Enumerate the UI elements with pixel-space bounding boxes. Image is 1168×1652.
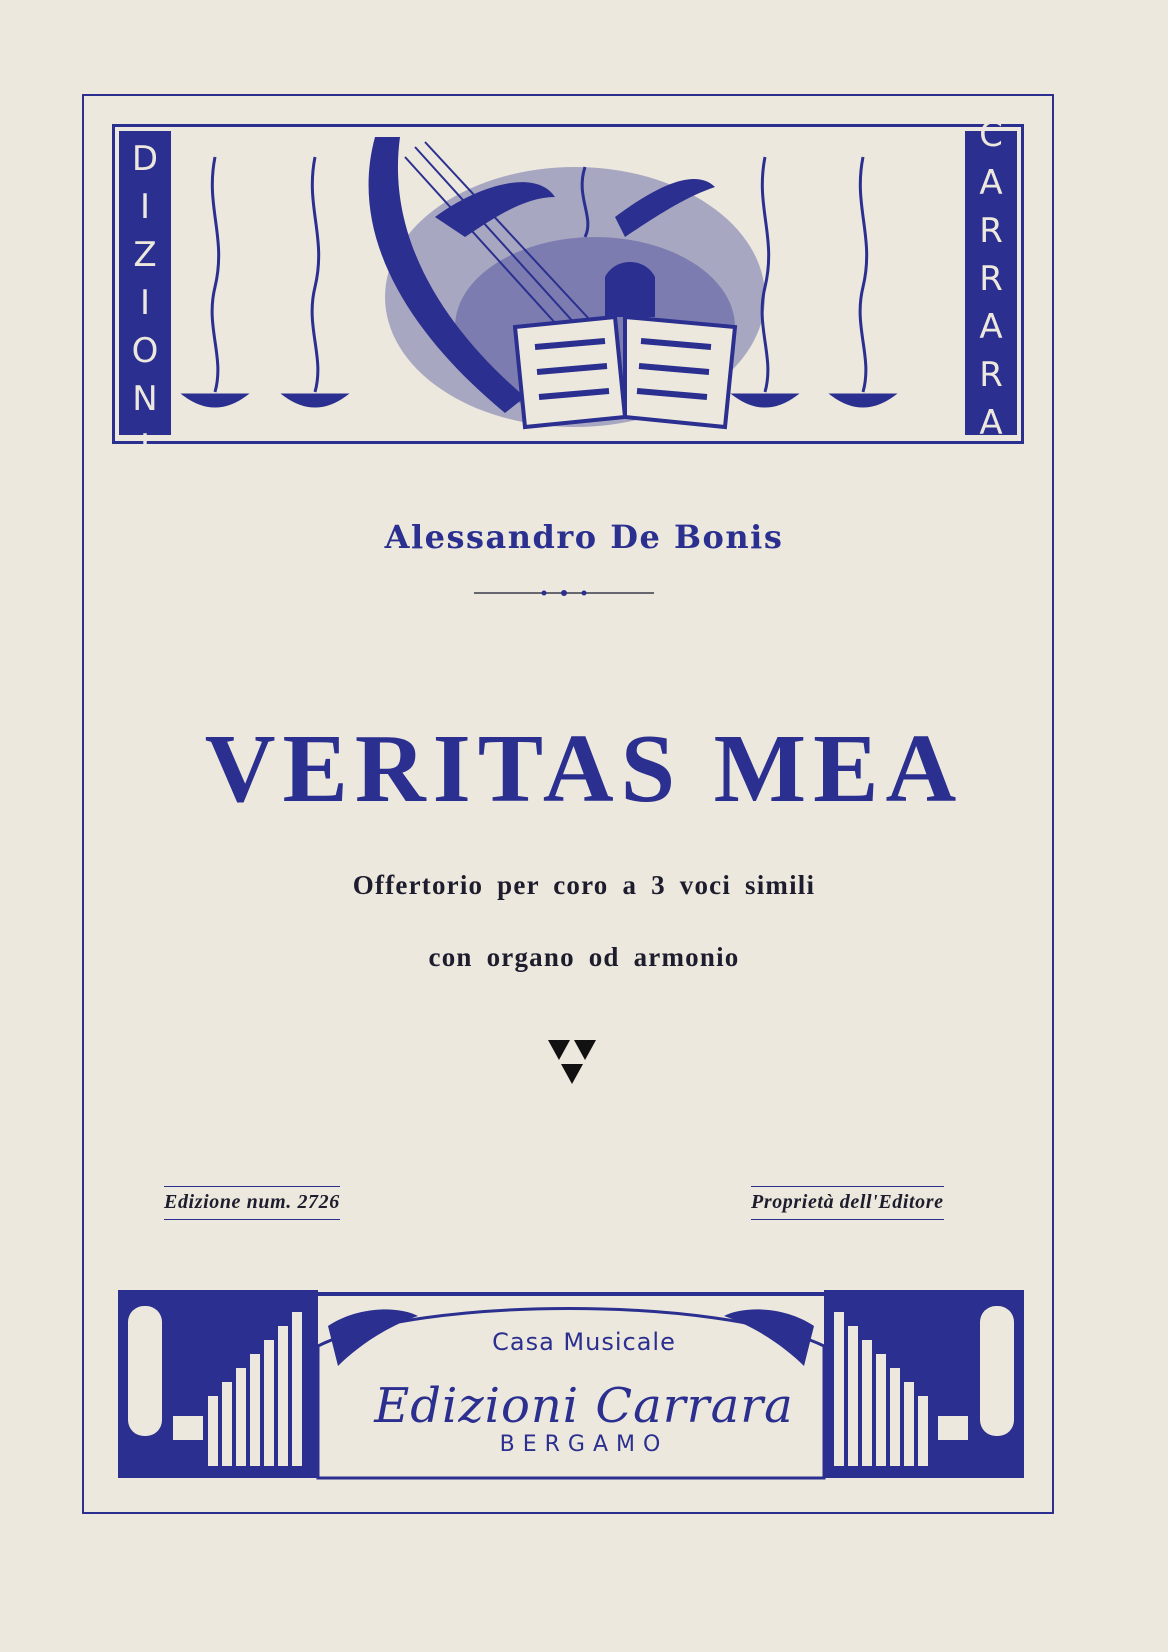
page-title: VERITAS MEA <box>204 715 964 823</box>
composer-name: Alessandro De Bonis <box>384 518 784 556</box>
carrara-text: CARRARA <box>971 115 1011 451</box>
harp-illustration <box>175 127 967 441</box>
subtitle-line-1: Offertorio per coro a 3 voci simili <box>352 870 816 900</box>
publisher-line-2: Edizioni Carrara <box>374 1378 794 1434</box>
edizioni-panel <box>119 91 171 475</box>
ownership-note: Proprietà dell'Editore <box>751 1186 944 1220</box>
three-triangles-mark <box>548 1040 596 1086</box>
open-book-icon <box>515 317 735 427</box>
candle-icon <box>185 157 345 406</box>
subtitle-line-2: con organo od armonio <box>428 942 740 972</box>
top-banner <box>112 91 1024 475</box>
edition-number: Edizione num. 2726 <box>164 1186 340 1220</box>
publisher-line-1: Casa Musicale <box>492 1328 676 1356</box>
publisher-city: BERGAMO <box>499 1432 669 1457</box>
divider-ornament <box>474 585 654 601</box>
edizioni-text: EDIZIONI <box>125 91 165 475</box>
carrara-panel <box>965 115 1017 451</box>
